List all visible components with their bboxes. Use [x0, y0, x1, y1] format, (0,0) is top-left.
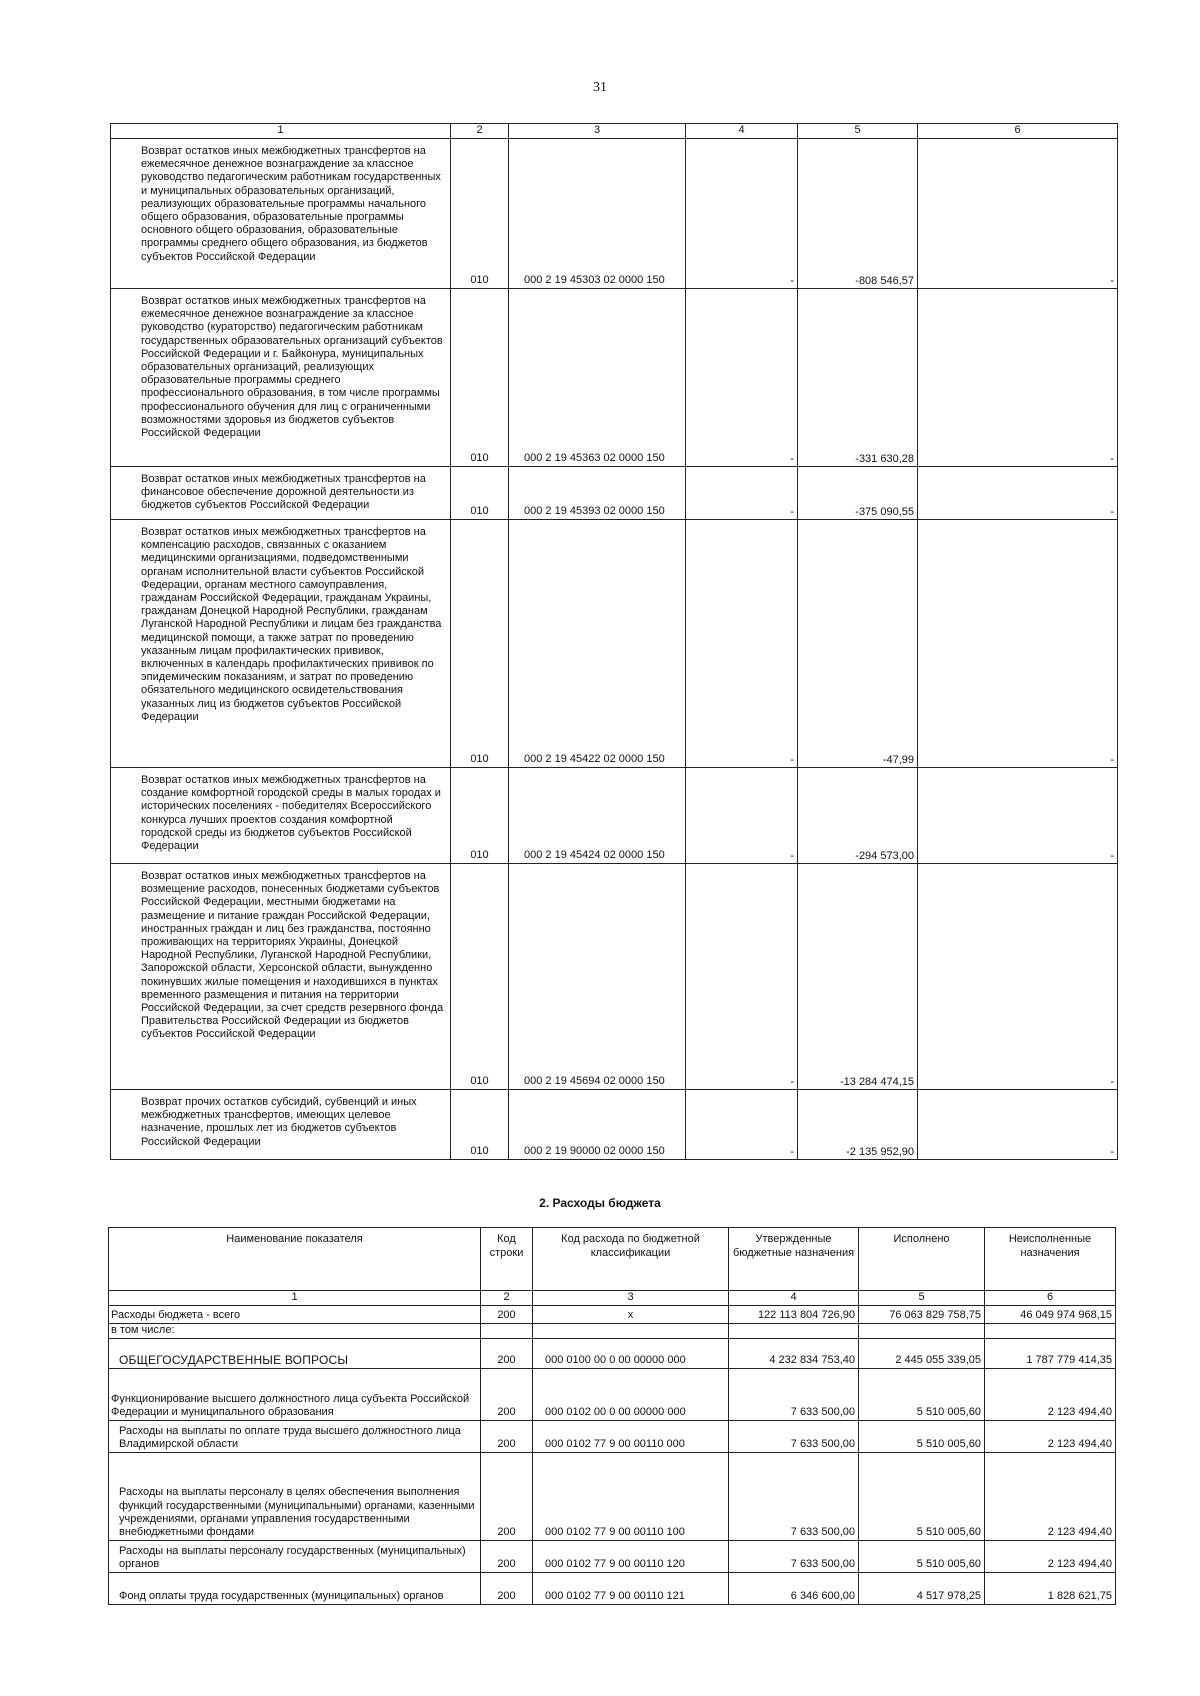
row-unexecuted: 46 049 974 968,15: [985, 1306, 1116, 1324]
row-unexecuted: -: [918, 467, 1118, 520]
row-executed: -2 135 952,90: [798, 1090, 918, 1160]
row-name: Возврат остатков иных межбюджетных трансфертов на ежемесячное денежное вознаграждение за классное руководство педагогическим работникам государственных и муниципальных образовательных организаций, реализующих образовательные программы начального общего образования, образовательные программы основного общего образования, образовательные программы среднего общего образования, из бюджетов субъектов Российской Федерации: [111, 139, 451, 289]
col-index-4: 4: [729, 1291, 859, 1306]
row-budget-code: 000 2 19 45393 02 0000 150: [509, 467, 686, 520]
row-expense-code: 000 0102 77 9 00 00110 120: [533, 1541, 729, 1573]
row-name: Возврат остатков иных межбюджетных трансфертов на компенсацию расходов, связанных с оказанием медицинскими организациями, подведомственными органам исполнительной власти субъектов Российской Федерации, органам местного самоуправления, гражданам Российской Федерации, гражданам Украины, гражданам Донецкой Народной Республики, гражданам Луганской Народной Республики и лицам без гражданства медицинской помощи, а также затрат по проведению указанным лицам профилактических прививок, включенных в календарь профилактических прививок по эпидемическим показаниям, и затрат по проведению обязательного медицинского освидетельствования указанных лиц из бюджетов субъектов Российской Федерации: [111, 520, 451, 768]
row-unexecuted: -: [918, 289, 1118, 467]
table-row: [111, 467, 1118, 520]
col-index-2: 2: [481, 1291, 533, 1306]
section-title: 2. Расходы бюджета: [539, 1196, 661, 1210]
row-name: Возврат остатков иных межбюджетных трансфертов на возмещение расходов, понесенных бюджетами субъектов Российской Федерации, местными бюджетами на размещение и питание граждан Российской Федерации, иностранных граждан и лиц без гражданства, постоянно проживающих на территориях Украины, Донецкой Народной Республики, Луганской Народной Республики, Запорожской области, Херсонской области, вынужденно покинувших жилые помещения и находившихся в пунктах временного размещения и питания на территории Российской Федерации, за счет средств резервного фонда Правительства Российской Федерации из бюджетов субъектов Российской Федерации: [111, 864, 451, 1090]
table-row: [109, 1306, 1116, 1324]
row-approved: 7 633 500,00: [729, 1421, 859, 1453]
row-executed: 5 510 005,60: [859, 1421, 985, 1453]
row-unexecuted: -: [918, 520, 1118, 768]
row-unexecuted: 2 123 494,40: [985, 1421, 1116, 1453]
row-unexecuted: 1 787 779 414,35: [985, 1339, 1116, 1369]
row-unexecuted: -: [918, 1090, 1118, 1160]
row-unexecuted: 2 123 494,40: [985, 1453, 1116, 1541]
header-expense-code: Код расхода по бюджетной классификации: [533, 1228, 729, 1291]
row-line-code: 200: [481, 1421, 533, 1453]
row-budget-code: 000 2 19 45694 02 0000 150: [509, 864, 686, 1090]
row-approved: -: [686, 289, 798, 467]
header-line-code: Код строки: [481, 1228, 533, 1291]
row-line-code: 200: [481, 1306, 533, 1324]
row-unexecuted: 2 123 494,40: [985, 1369, 1116, 1421]
col-index-1: 1: [109, 1291, 481, 1306]
row-executed: -808 546,57: [798, 139, 918, 289]
header-indicator-name: Наименование показателя: [109, 1228, 481, 1291]
row-expense-code: 000 0102 00 0 00 00000 000: [533, 1369, 729, 1421]
table-row: [111, 768, 1118, 864]
row-name: Расходы на выплаты по оплате труда высшего должностного лица Владимирской области: [109, 1421, 481, 1453]
table-row: [109, 1573, 1116, 1605]
row-name: Возврат прочих остатков субсидий, субвенций и иных межбюджетных трансфертов, имеющих целевое назначение, прошлых лет из бюджетов субъектов Российской Федерации: [111, 1090, 451, 1160]
row-expense-code: [533, 1324, 729, 1339]
table-row: [109, 1421, 1116, 1453]
row-approved: -: [686, 467, 798, 520]
row-line-code: 010: [451, 467, 509, 520]
table-row: [111, 139, 1118, 289]
table-row: [111, 864, 1118, 1090]
row-budget-code: 000 2 19 45363 02 0000 150: [509, 289, 686, 467]
col-index-1: 1: [111, 124, 451, 139]
row-name: Расходы на выплаты персоналу государственных (муниципальных) органов: [109, 1541, 481, 1573]
row-name: Расходы бюджета - всего: [109, 1306, 481, 1324]
row-unexecuted: [985, 1324, 1116, 1339]
table-row: [109, 1339, 1116, 1369]
column-index-row: [111, 124, 1118, 139]
row-approved: 7 633 500,00: [729, 1369, 859, 1421]
row-name: ОБЩЕГОСУДАРСТВЕННЫЕ ВОПРОСЫ: [109, 1339, 481, 1369]
row-name: Возврат остатков иных межбюджетных трансфертов на ежемесячное денежное вознаграждение за классное руководство (кураторство) педагогическим работникам государственных образовательных организаций субъектов Российской Федерации и г. Байконура, муниципальных образовательных организаций, реализующих образовательные программы среднего профессионального образования, в том числе программы профессионального обучения для лиц с ограниченными возможностями здоровья из бюджетов субъектов Российской Федерации: [111, 289, 451, 467]
row-approved: 7 633 500,00: [729, 1541, 859, 1573]
row-budget-code: 000 2 19 45303 02 0000 150: [509, 139, 686, 289]
row-budget-code: 000 2 19 45424 02 0000 150: [509, 768, 686, 864]
row-executed: -47,99: [798, 520, 918, 768]
col-index-6: 6: [918, 124, 1118, 139]
header-executed: Исполнено: [859, 1228, 985, 1291]
row-name: Возврат остатков иных межбюджетных трансфертов на создание комфортной городской среды в малых городах и исторических поселениях - победителях Всероссийского конкурса лучших проектов создания комфортной городской среды из бюджетов субъектов Российской Федерации: [111, 768, 451, 864]
page-number: 31: [593, 80, 607, 95]
row-name: Фонд оплаты труда государственных (муниципальных) органов: [109, 1573, 481, 1605]
row-approved: -: [686, 139, 798, 289]
row-approved: -: [686, 520, 798, 768]
row-line-code: 200: [481, 1573, 533, 1605]
row-expense-code: 000 0102 77 9 00 00110 121: [533, 1573, 729, 1605]
row-line-code: 010: [451, 520, 509, 768]
row-executed: 5 510 005,60: [859, 1369, 985, 1421]
row-expense-code: 000 0100 00 0 00 00000 000: [533, 1339, 729, 1369]
row-approved: 122 113 804 726,90: [729, 1306, 859, 1324]
row-unexecuted: -: [918, 864, 1118, 1090]
table-row: [111, 1090, 1118, 1160]
table-row: [109, 1541, 1116, 1573]
col-index-4: 4: [686, 124, 798, 139]
row-executed: 76 063 829 758,75: [859, 1306, 985, 1324]
row-executed: -375 090,55: [798, 467, 918, 520]
row-expense-code: x: [533, 1306, 729, 1324]
header-approved: Утвержденные бюджетные назначения: [729, 1228, 859, 1291]
row-approved: 6 346 600,00: [729, 1573, 859, 1605]
row-line-code: 010: [451, 768, 509, 864]
row-line-code: 200: [481, 1339, 533, 1369]
row-line-code: 200: [481, 1453, 533, 1541]
col-index-5: 5: [798, 124, 918, 139]
row-budget-code: 000 2 19 45422 02 0000 150: [509, 520, 686, 768]
row-budget-code: 000 2 19 90000 02 0000 150: [509, 1090, 686, 1160]
col-index-6: 6: [985, 1291, 1116, 1306]
row-line-code: 200: [481, 1541, 533, 1573]
column-index-row: [109, 1291, 1116, 1306]
row-executed: -13 284 474,15: [798, 864, 918, 1090]
row-executed: -294 573,00: [798, 768, 918, 864]
row-name: Расходы на выплаты персоналу в целях обеспечения выполнения функций государственными (муниципальными) органами, казенными учреждениями, органами управления государственными внебюджетными фондами: [109, 1453, 481, 1541]
row-approved: [729, 1324, 859, 1339]
row-executed: [859, 1324, 985, 1339]
row-approved: -: [686, 768, 798, 864]
col-index-2: 2: [451, 124, 509, 139]
table-row: [109, 1324, 1116, 1339]
row-approved: -: [686, 1090, 798, 1160]
col-index-3: 3: [509, 124, 686, 139]
row-expense-code: 000 0102 77 9 00 00110 100: [533, 1453, 729, 1541]
row-line-code: 010: [451, 1090, 509, 1160]
row-name: Возврат остатков иных межбюджетных трансфертов на финансовое обеспечение дорожной деятельности из бюджетов субъектов Российской Федерации: [111, 467, 451, 520]
row-name: Функционирование высшего должностного лица субъекта Российской Федерации и муниципального образования: [109, 1369, 481, 1421]
row-executed: 5 510 005,60: [859, 1453, 985, 1541]
header-row: [109, 1228, 1116, 1291]
table-row: [111, 289, 1118, 467]
row-name: в том числе:: [109, 1324, 481, 1339]
row-expense-code: 000 0102 77 9 00 00110 000: [533, 1421, 729, 1453]
budget-expenses-table: [108, 1227, 1116, 1605]
row-approved: 7 633 500,00: [729, 1453, 859, 1541]
row-line-code: 010: [451, 139, 509, 289]
row-unexecuted: -: [918, 768, 1118, 864]
col-index-3: 3: [533, 1291, 729, 1306]
table-row: [111, 520, 1118, 768]
row-executed: 5 510 005,60: [859, 1541, 985, 1573]
row-executed: 2 445 055 339,05: [859, 1339, 985, 1369]
row-approved: 4 232 834 753,40: [729, 1339, 859, 1369]
row-unexecuted: -: [918, 139, 1118, 289]
header-unexecuted: Неисполненные назначения: [985, 1228, 1116, 1291]
row-line-code: [481, 1324, 533, 1339]
table-row: [109, 1453, 1116, 1541]
row-executed: 4 517 978,25: [859, 1573, 985, 1605]
row-line-code: 010: [451, 864, 509, 1090]
table-row: [109, 1369, 1116, 1421]
row-approved: -: [686, 864, 798, 1090]
row-executed: -331 630,28: [798, 289, 918, 467]
row-unexecuted: 1 828 621,75: [985, 1573, 1116, 1605]
row-line-code: 200: [481, 1369, 533, 1421]
row-unexecuted: 2 123 494,40: [985, 1541, 1116, 1573]
income-returns-table: [110, 123, 1118, 1160]
row-line-code: 010: [451, 289, 509, 467]
col-index-5: 5: [859, 1291, 985, 1306]
